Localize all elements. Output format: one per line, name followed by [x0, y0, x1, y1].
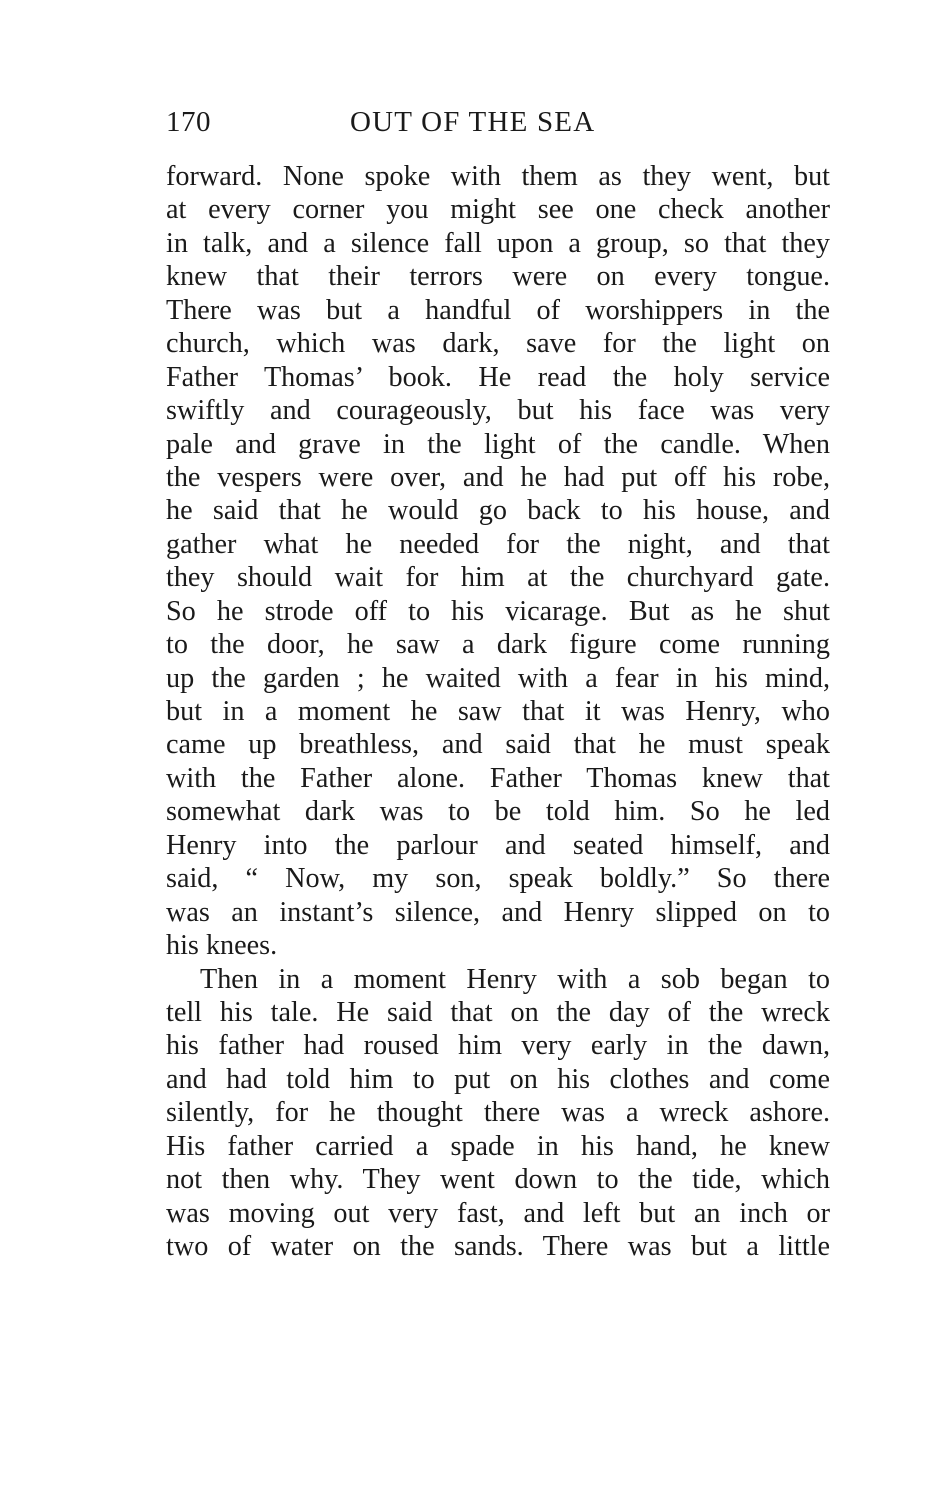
text-line: up the garden ; he waited with a fear in his mind, [166, 662, 830, 694]
text-line: Henry into the parlour and seated himself, and [166, 829, 830, 861]
text-line: somewhat dark was to be told him. So he led [166, 796, 830, 828]
text-line: they should wait for him at the churchyard gate. [166, 562, 830, 594]
body-text [166, 160, 830, 1263]
text-line: in talk, and a silence fall upon a group, so that they [166, 227, 830, 259]
text-line: So he strode off to his vicarage. But as he shut [166, 595, 830, 627]
paragraph-2 [166, 963, 830, 1264]
page-number: 170 [166, 106, 211, 138]
text-line: Then in a moment Henry with a sob began to [200, 963, 830, 995]
text-line: church, which was dark, save for the light on [166, 328, 830, 360]
text-line: he said that he would go back to his house, and [166, 495, 830, 527]
text-line: was an instant’s silence, and Henry slipped on to [166, 896, 830, 928]
text-line: swiftly and courageously, but his face was very [166, 395, 830, 427]
text-line: forward. None spoke with them as they went, but [166, 161, 830, 192]
running-head [166, 102, 830, 142]
text-line: was moving out very fast, and left but an inch or [166, 1197, 830, 1229]
text-line: two of water on the sands. There was but a little [166, 1231, 830, 1262]
text-line: but in a moment he saw that it was Henry, who [166, 696, 830, 727]
text-line: the vespers were over, and he had put off his robe, [166, 461, 830, 493]
text-line: and had told him to put on his clothes and come [166, 1063, 830, 1095]
text-line: with the Father alone. Father Thomas knew that [166, 762, 830, 794]
text-line: knew that their terrors were on every tongue. [166, 261, 830, 293]
text-line: There was but a handful of worshippers in the [166, 294, 830, 326]
text-line: to the door, he saw a dark figure come running [166, 629, 830, 661]
running-title: OUT OF THE SEA [350, 106, 596, 138]
text-line: his knees. [166, 930, 278, 962]
text-line: not then why. They went down to the tide, which [166, 1164, 830, 1196]
text-line: his father had roused him very early in the dawn, [166, 1030, 830, 1062]
text-line: at every corner you might see one check another [166, 194, 830, 226]
text-line: came up breathless, and said that he must speak [166, 729, 830, 761]
text-line: pale and grave in the light of the candle. When [166, 428, 830, 460]
text-line: His father carried a spade in his hand, he knew [166, 1130, 830, 1162]
text-line: silently, for he thought there was a wreck ashore. [166, 1097, 830, 1129]
paragraph-1 [166, 160, 830, 963]
text-line: said, “ Now, my son, speak boldly.” So there [166, 863, 830, 895]
text-line: tell his tale. He said that on the day of the wreck [166, 996, 830, 1028]
text-line: Father Thomas’ book. He read the holy service [166, 361, 830, 393]
text-line: gather what he needed for the night, and that [166, 528, 830, 560]
